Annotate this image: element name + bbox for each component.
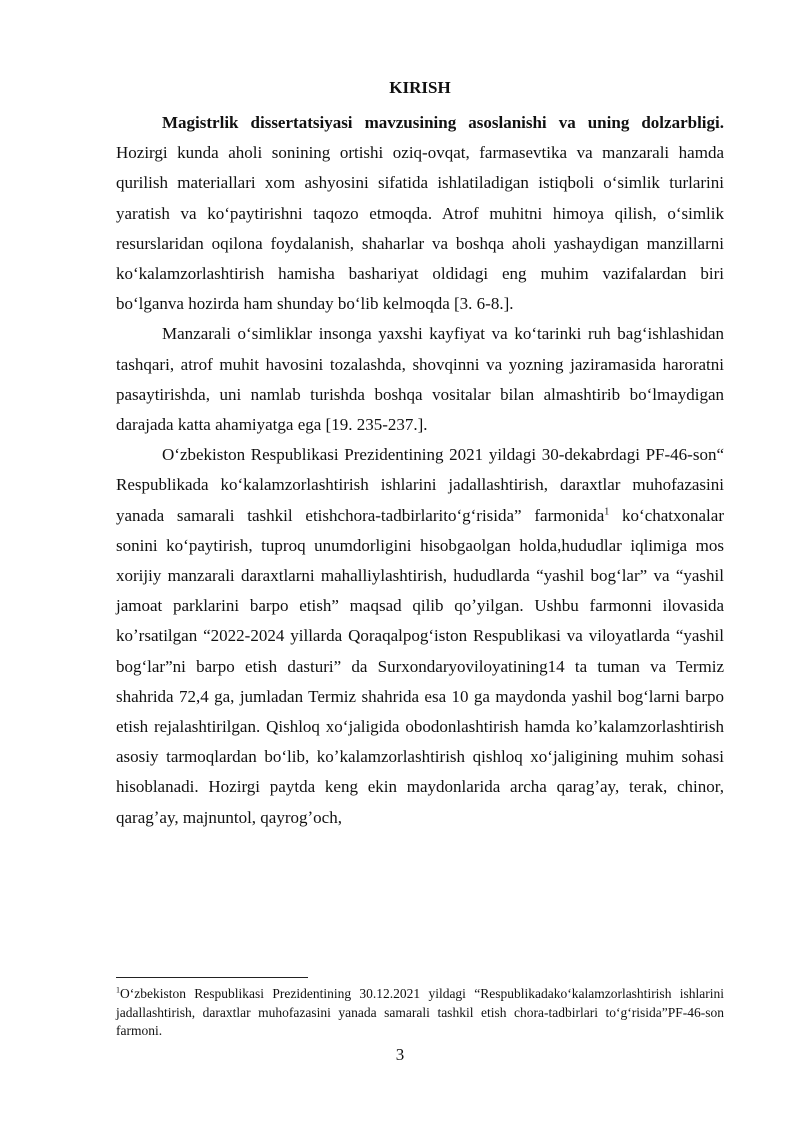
paragraph-3-text-a: Oʻzbekiston Respublikasi Prezidentining 2021 yildagi 30-dekabrdagi PF-46-son“ Respublikada koʻkalamzorlashtirish ishlarini jadallashtirish, daraxtlar muhofazasini yanada samarali tashkil etishchora-tadbirlaritoʻgʻrisida” farmonida [116, 445, 724, 525]
paragraph-1-heading: Magistrlik dissertatsiyasi mavzusining asoslanishi va uning dolzarbligi. [162, 113, 724, 132]
footnote-text: Oʻzbekiston Respublikasi Prezidentining 30.12.2021 yildagi “Respublikadakoʻkalamzorlashtirish ishlarini jadallashtirish, daraxtlar muhofazasini yanada samarali tashkil etish chora-tadbirlari toʻgʻrisida”PF-46-son farmoni. [116, 986, 724, 1038]
paragraph-1-text: Hozirgi kunda aholi sonining ortishi oziq-ovqat, farmasevtika va manzarali hamda qurilish materiallari xom ashyosini sifatida ishlatiladigan istiqboli oʻsimlik turlarini yaratish va koʻpaytirishni taqozo etmoqda. Atrof muhitni himoya qilish, oʻsimlik resurslaridan oqilona foydalanish, shaharlar va boshqa aholi yashaydigan manzillarni koʻkalamzorlashtirish hamisha bashariyat oldidagi eng muhim vazifalardan biri boʻlganva hozirda ham shunday boʻlib kelmoqda [3. 6-8.]. [116, 143, 724, 314]
footnote-marker: 1 [116, 985, 120, 995]
footnote [116, 985, 724, 1041]
page-number: 3 [395, 1045, 405, 1064]
paragraph-2: Manzarali oʻsimliklar insonga yaxshi kayfiyat va koʻtarinki ruh bagʻishlashidan tashqari, atrof muhit havosini tozalashda, shovqinni va yozning jaziramasida haroratni pasaytirishda, uni namlab turishda boshqa vositalar bilan almashtirib boʻlmaydigan darajada katta ahamiyatga ega [19. 235-237.]. [116, 324, 724, 435]
paragraph-3 [116, 440, 724, 833]
paragraph-1 [116, 108, 724, 319]
footnote-divider [116, 977, 308, 978]
page-body [116, 74, 724, 833]
paragraph-3-text-b: koʻchatxonalar sonini koʻpaytirish, tuproq unumdorligini hisobgaolgan holda,hududlar iqlimiga mos xorijiy manzarali daraxtlarni mahalliylashtirish, hududlarda “yashil bogʻlar” va “yashil jamoat parklarini barpo etish” maqsad qilib qoʼyilgan. Ushbu farmonni ilovasida koʼrsatilgan “2022-2024 yillarda Qoraqalpogʻiston Respublikasi va viloyatlarda “yashil bogʻlar”ni barpo etish dasturi” da Surxondaryoviloyatining14 ta tuman va Termiz shahrida 72,4 ga, jumladan Termiz shahrida esa 10 ga maydonda yashil bogʻlarni barpo etish rejalashtirilgan. Qishloq xoʻjaligida obodonlashtirish hamda koʼkalamzorlashtirish asosiy tarmoqlardan boʻlib, koʼkalamzorlashtirish qishloq xoʻjaligining muhim sohasi hisoblanadi. Hozirgi paytda keng ekin maydonlarida archa qaragʼay, terak, chinor, qaragʼay, majnuntol, qayrogʼoch, [116, 505, 724, 827]
section-title: KIRISH [389, 78, 451, 97]
footnote-ref: 1 [604, 505, 610, 517]
